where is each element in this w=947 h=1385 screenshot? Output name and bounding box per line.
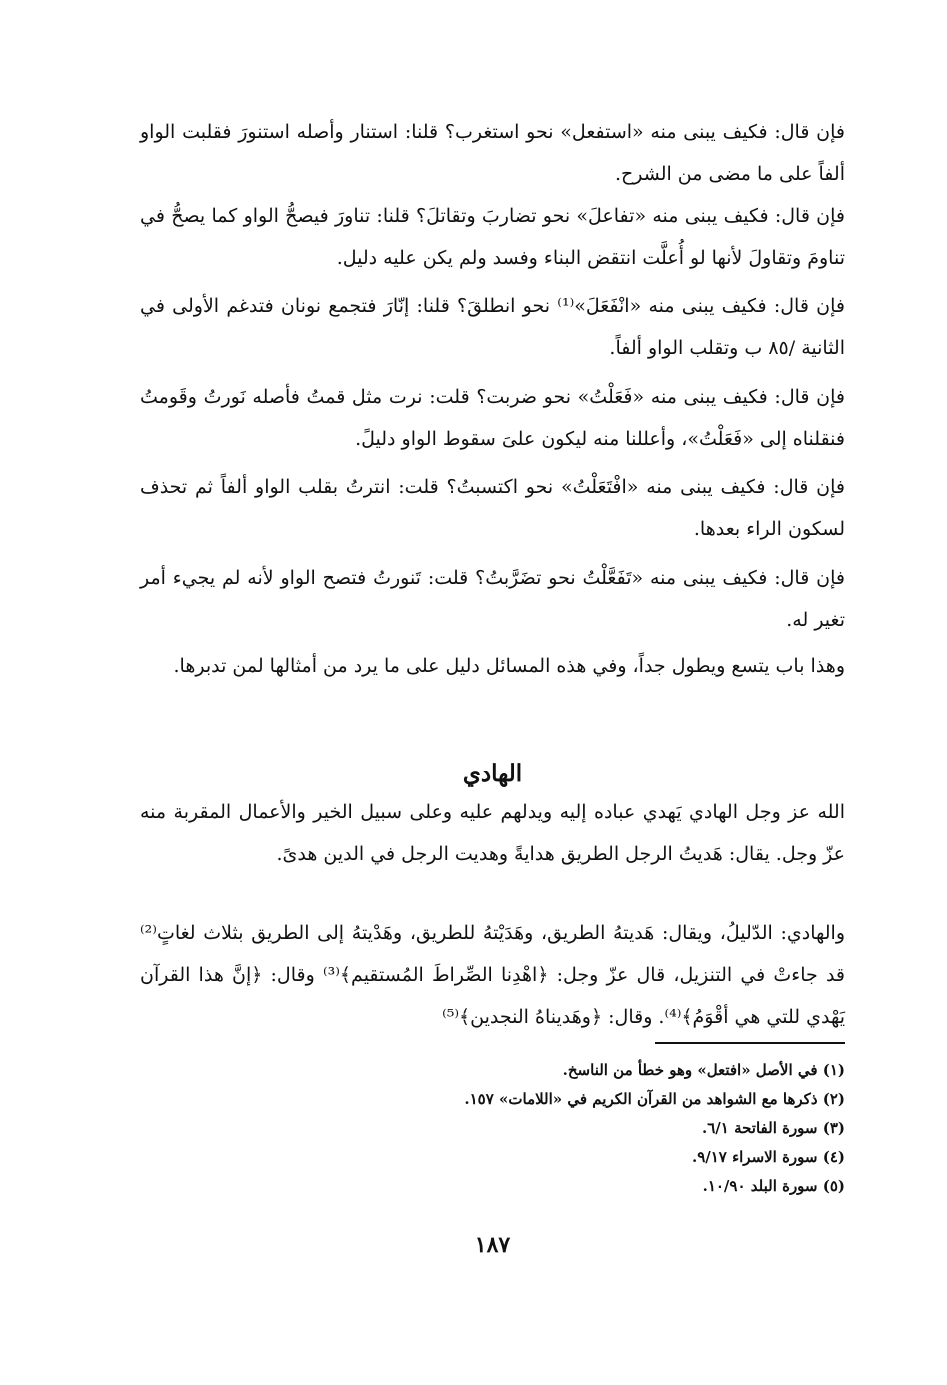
section-paragraph-definition: الله عز وجل الهادي يَهدي عباده إليه ويدلهم عليه وعلى سبيل الخير والأعمال المقربة منه عزّ وجل. يقال: هَديتُ الرجل الطريق هدايةً وهديت الرجل في الدين هدىً.: [140, 801, 845, 865]
paragraph-tafaala: فإن قال: فكيف يبنى منه «تفاعلَ» نحو تضاربَ وتقاتلَ؟ قلنا: تناورَ فيصحُّ الواو كما يصحُّ في تناومَ وتقاولَ لأنها لو أُعلَّت انتقض البناء وفسد ولم يكن عليه دليل.: [140, 205, 845, 269]
paragraph-iftaaltu: فإن قال: فكيف يبنى منه «افْتَعَلْتُ» نحو اكتسبتُ؟ قلت: انترتُ بقلب الواو ألفاً ثم تحذف لسكون الراء بعدها.: [140, 476, 845, 540]
paragraph-closing: وهذا باب يتسع ويطول جداً، وفي هذه المسائل دليل على ما يرد من أمثالها لمن تدبرها.: [173, 655, 845, 677]
footnote-2: (٢) ذكرها مع الشواهد من القرآن الكريم في «اللامات» ١٥٧.: [464, 1090, 845, 1108]
footnote-5: (٥) سورة البلد ١٠/٩٠.: [702, 1177, 845, 1195]
page-number: ١٨٧: [474, 1232, 511, 1258]
section-heading: الهادي: [462, 760, 523, 787]
footnote-divider: [655, 1042, 845, 1044]
paragraph-faaltu: فإن قال: فكيف يبنى منه «فَعَلْتُ» نحو ضربت؟ قلت: نرت مثل قمتُ فأصله نَورتُ وقَومتُ فنقلناه إلى «فَعَلْتُ»، وأعللنا منه ليكون علىَ سقوط الواو دليلً.: [140, 386, 845, 450]
section-paragraph-guide: والهادي: الدّليلُ، ويقال: هَديتهُ الطريق، وهَدَيْتهُ للطريق، وهَدْيتهُ إلى الطريق بثلاث لغاتٍ⁽²⁾ قد جاءتْ في التنزيل، قال عزّ وجل: ﴿اهْدِنا الصِّراطَ المُستقيم﴾⁽³⁾ وقال: ﴿إنَّ هذا القرآن يَهْدي للتي هي أقْوَمُ﴾⁽⁴⁾. وقال: ﴿وهَديناهُ النجدين﴾⁽⁵⁾: [140, 922, 846, 1028]
paragraph-tafaaltu: فإن قال: فكيف يبنى منه «تَفَعَّلْتُ نحو تضَرَّبتُ؟ قلت: تَنورتُ فتصح الواو لأنه لم يجيء أمر تغير له.: [140, 567, 845, 631]
footnotes-list: [140, 1056, 845, 1201]
footnote-1: (١) في الأصل «افتعل» وهو خطأ من الناسخ.: [562, 1061, 845, 1079]
paragraph-istafala: فإن قال: فكيف يبنى منه «استفعل» نحو استغرب؟ قلنا: استنار وأصله استنورَ فقلبت الواو ألفاً على ما مضى من الشرح.: [140, 121, 845, 185]
footnote-3: (٣) سورة الفاتحة ٦/١.: [702, 1119, 845, 1137]
footnote-4: (٤) سورة الاسراء ٩/١٧.: [691, 1148, 845, 1166]
paragraph-infaala: فإن قال: فكيف يبنى منه «انْفَعَلَ»⁽¹⁾ نحو انطلقَ؟ قلنا: إنّارَ فتجمع نونان فتدغم الأولى في الثانية /٨٥ ب وتقلب الواو ألفاً.: [140, 295, 845, 359]
